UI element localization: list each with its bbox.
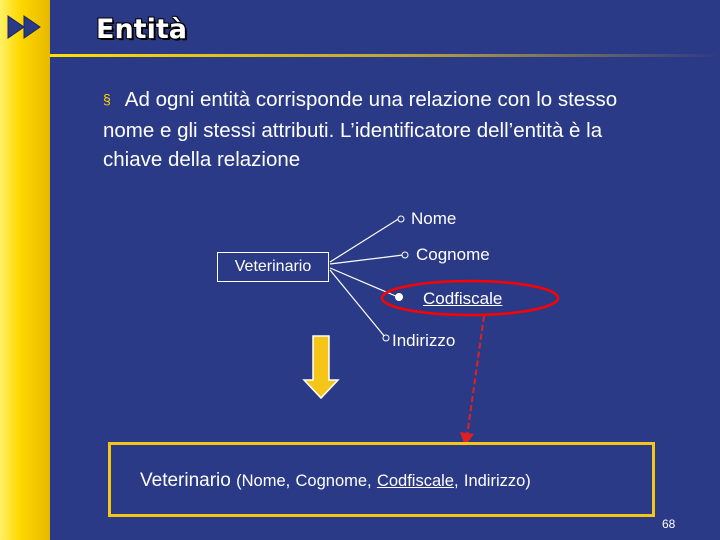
bullet-marker-icon: § bbox=[103, 91, 111, 107]
bullet-text: Ad ogni entità corrisponde una relazione con lo stesso nome e gli stessi attributi. L’identificatore dell’entità è la chiave della relazione bbox=[103, 88, 618, 171]
attr-circle-nome bbox=[398, 216, 404, 222]
relation-key-codfiscale: Codfiscale bbox=[376, 472, 454, 490]
attribute-indirizzo: Indirizzo bbox=[392, 331, 456, 350]
attr-circle-codfiscale bbox=[396, 294, 403, 301]
attr-circle-indirizzo bbox=[383, 335, 389, 341]
page-number: 68 bbox=[662, 517, 676, 531]
slide-title: Entità bbox=[96, 14, 187, 45]
relation-attr-cognome: Cognome, bbox=[295, 472, 372, 490]
relation-attr-nome: Nome, bbox=[241, 472, 291, 490]
connector-cognome bbox=[330, 255, 403, 264]
relation-name: Veterinario bbox=[140, 470, 231, 491]
connector-nome bbox=[330, 218, 400, 262]
attribute-nome: Nome bbox=[411, 209, 457, 228]
relation-separator: , bbox=[453, 472, 459, 490]
entity-box: Veterinario bbox=[217, 252, 329, 282]
attribute-codfiscale: Codfiscale bbox=[423, 289, 503, 308]
relation-attr-indirizzo: Indirizzo) bbox=[463, 472, 531, 490]
identifier-mapping-arrow bbox=[467, 316, 484, 436]
attr-circle-cognome bbox=[402, 252, 408, 258]
relation-open-paren: ( bbox=[236, 472, 242, 490]
transform-down-arrow-icon bbox=[304, 336, 338, 398]
relation-schema bbox=[140, 470, 531, 492]
attribute-cognome: Cognome bbox=[416, 245, 490, 264]
